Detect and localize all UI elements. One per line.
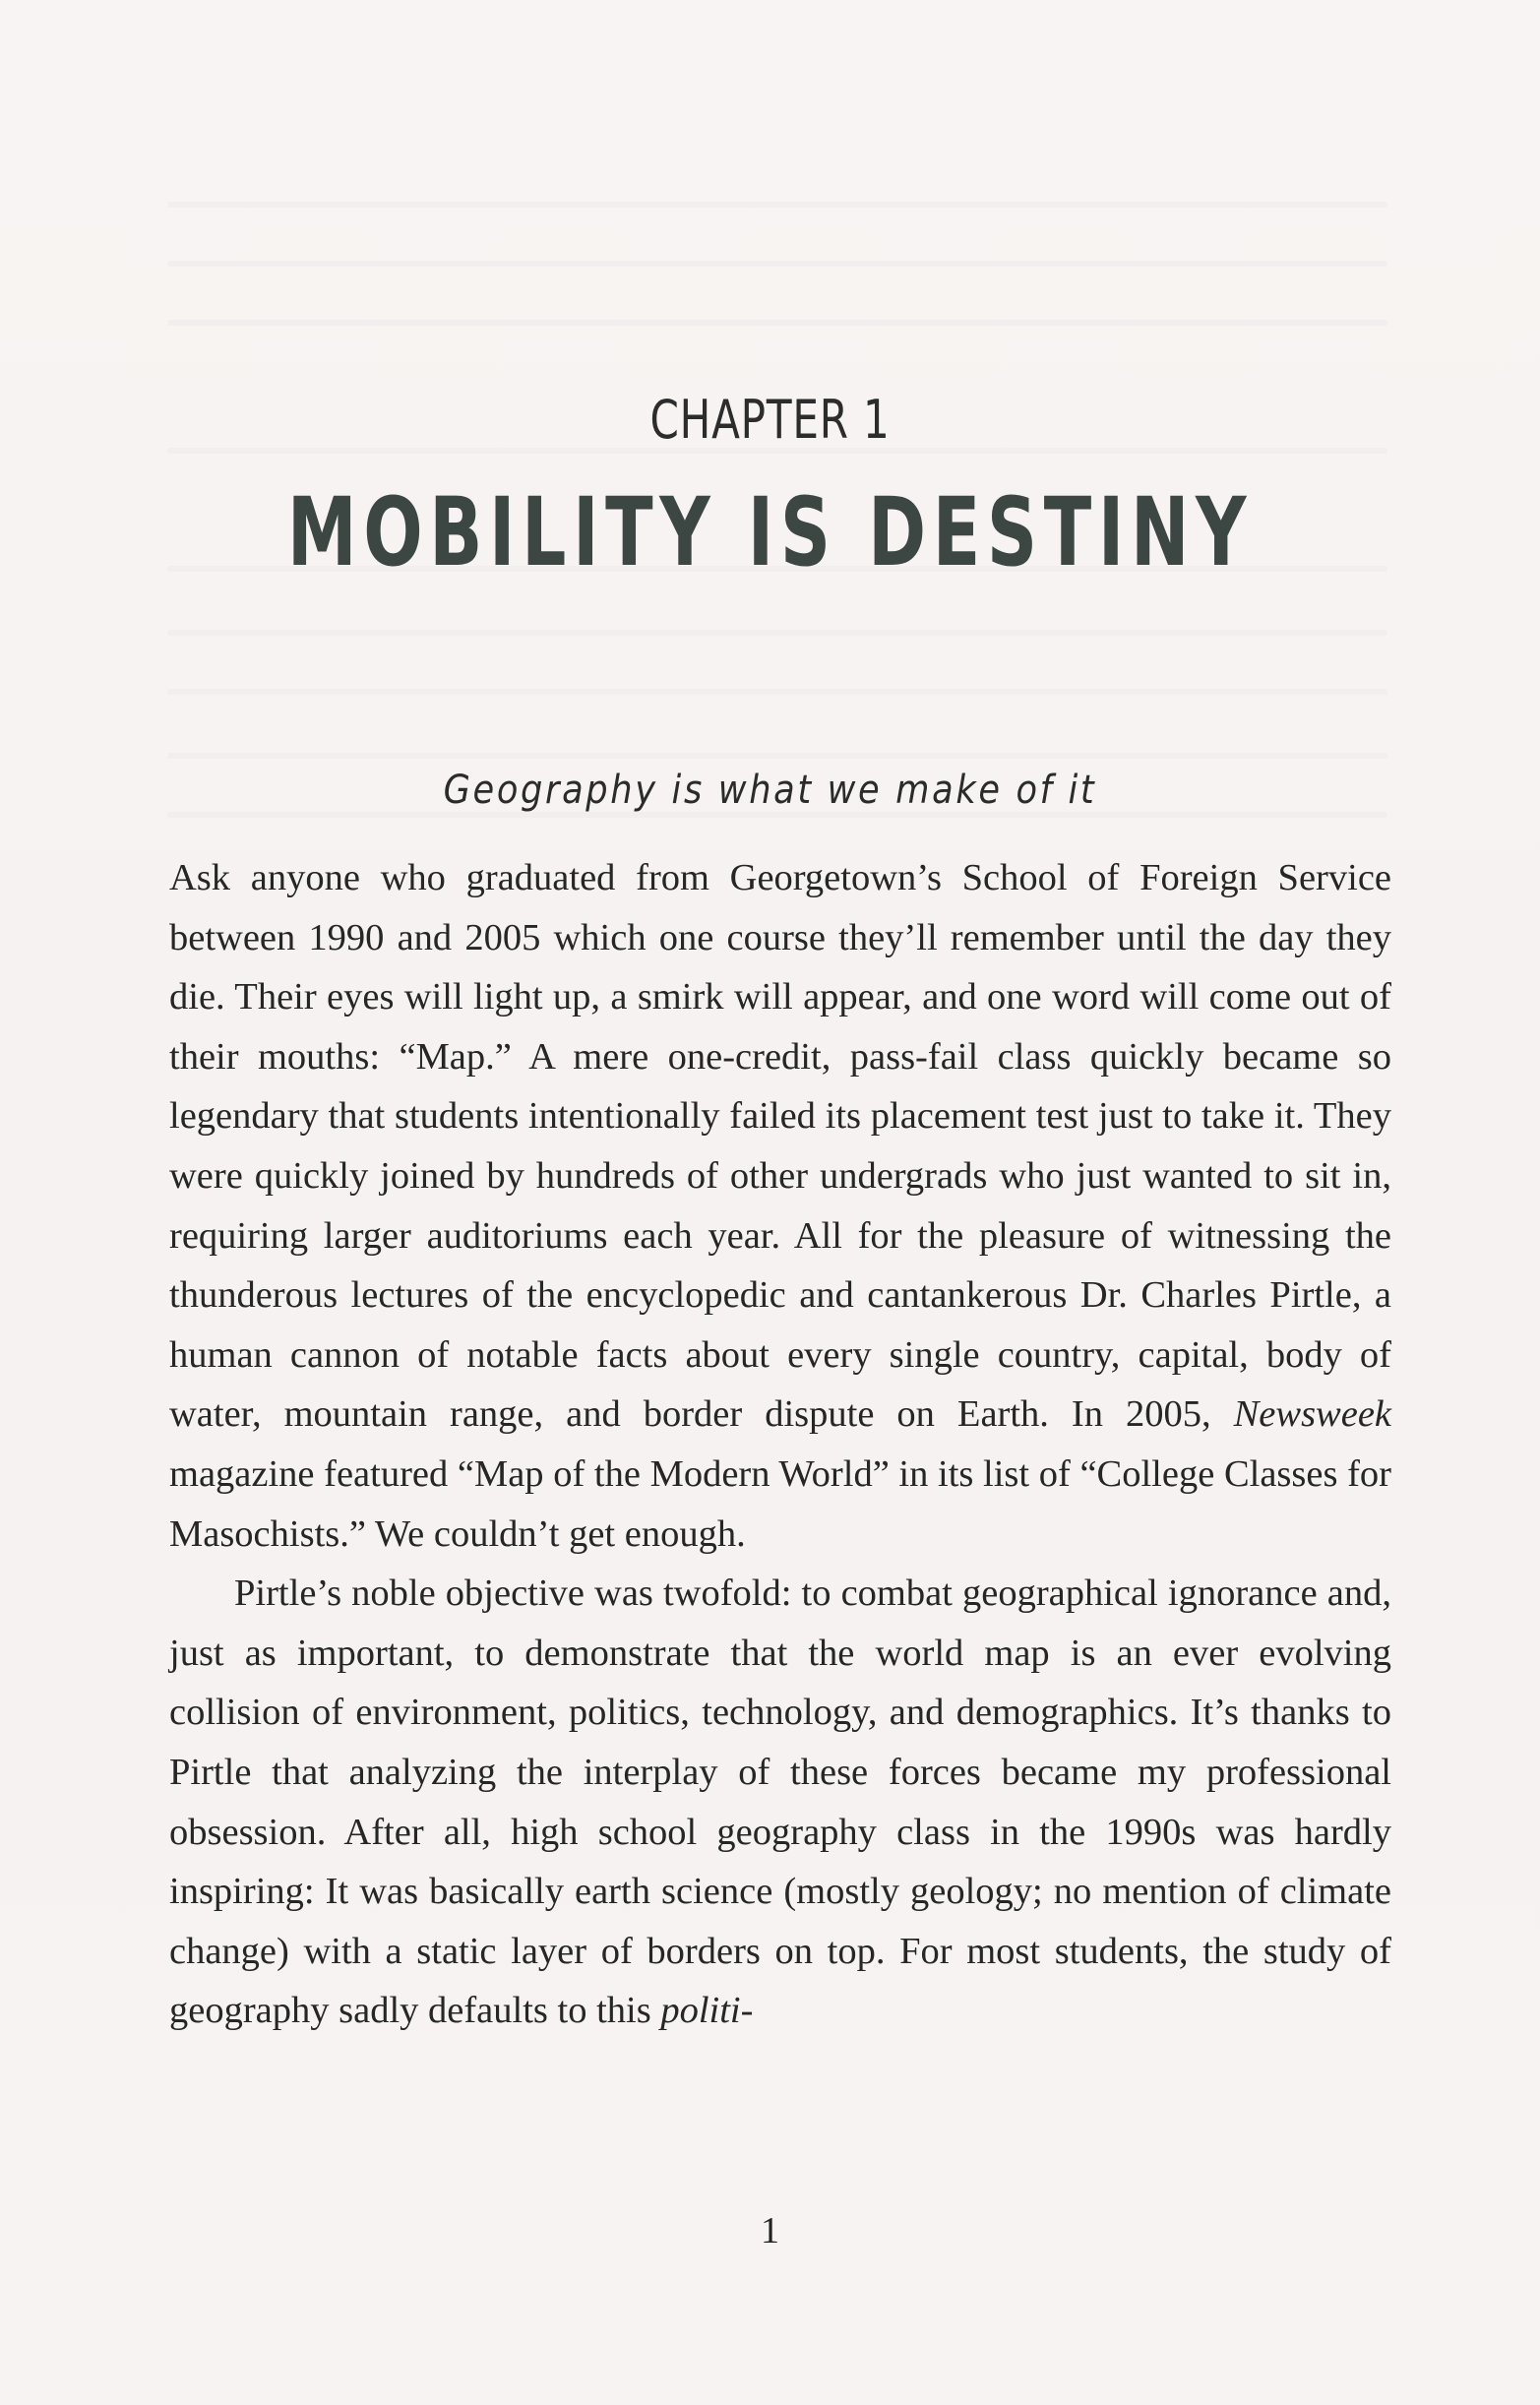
body-text — [169, 848, 1391, 2041]
chapter-title: MOBILITY IS DESTINY — [286, 477, 1254, 587]
bleed-through-line — [167, 630, 1387, 636]
paragraph — [169, 848, 1391, 1564]
bleed-through-line — [167, 261, 1387, 267]
paragraph-text: magazine featured “Map of the Modern World” in its list of “College Classes for Masochists.” We couldn’t get enough. — [169, 1452, 1391, 1555]
bleed-through-line — [167, 202, 1387, 208]
italic-text: Newsweek — [1233, 1393, 1391, 1436]
paragraph — [169, 1564, 1391, 2041]
paragraph-text: Ask anyone who graduated from Georgetown’s School of Foreign Service between 1990 and 2005 which one course they’ll remember until the day they die. Their eyes will light up, a smirk will appear, and one word will come out of their mouths: “Map.” A mere one-credit, pass-fail class quickly became so legendary that students intentionally failed its placement test just to take it. They were quickly joined by hundreds of other undergrads who just wanted to sit in, requiring larger auditoriums each year. All for the pleasure of witnessing the thunderous lectures of the encyclopedic and cantankerous Dr. Charles Pirtle, a human cannon of notable facts about every single country, capital, body of water, mountain range, and border dispute on Earth. In 2005, — [169, 857, 1391, 1436]
chapter-label: CHAPTER 1 — [649, 389, 891, 451]
bleed-through-line — [167, 320, 1387, 326]
paragraph-text: Pirtle’s noble objective was twofold: to combat geographical ignorance and, just as important, to demonstrate that the world map is an ever evolving collision of environment, politics, technology, and demographics. It’s thanks to Pirtle that analyzing the interplay of these forces became my professional obsession. After all, high school geography class in the 1990s was hardly inspiring: It was basically earth science (mostly geology; no mention of climate change) with a static layer of borders on top. For most students, the study of geography sadly defaults to this — [169, 1572, 1391, 2032]
bleed-through-line — [167, 753, 1387, 759]
page-number: 1 — [761, 2210, 779, 2251]
chapter-epigraph: Geography is what we make of it — [443, 768, 1097, 813]
italic-text: politi- — [660, 1990, 754, 2032]
bleed-through-line — [167, 689, 1387, 695]
